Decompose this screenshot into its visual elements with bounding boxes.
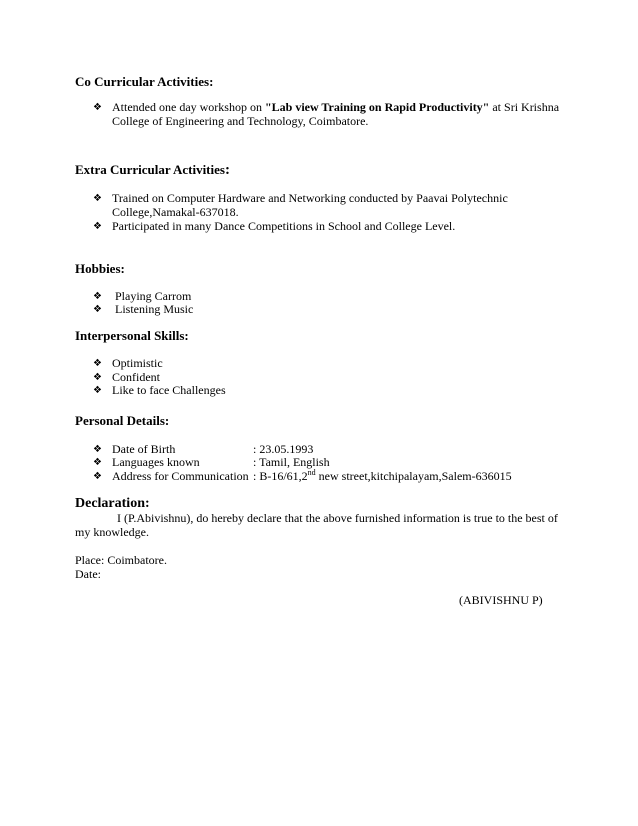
diamond-bullet-icon: ❖ <box>93 457 102 468</box>
diamond-bullet-icon: ❖ <box>93 291 102 302</box>
dance-text: Participated in many Dance Competitions in School and College Level. <box>112 219 456 233</box>
diamond-bullet-icon: ❖ <box>93 102 102 113</box>
diamond-bullet-icon: ❖ <box>93 444 102 455</box>
workshop-text: Attended one day workshop on "Lab view Training on Rapid Productivity" at Sri Krishna <box>112 100 560 114</box>
languages-label: Languages known <box>112 455 200 469</box>
diamond-bullet-icon: ❖ <box>93 304 102 315</box>
personal-details-heading: Personal Details: <box>75 413 170 428</box>
signature-name: (ABIVISHNU P) <box>459 593 543 607</box>
hobby-item: Listening Music <box>112 302 194 316</box>
address-label: Address for Communication <box>112 469 249 483</box>
interpersonal-heading: Interpersonal Skills: <box>75 328 189 343</box>
place-text: Place: Coimbatore. <box>75 553 167 567</box>
dob-label: Date of Birth <box>112 442 176 456</box>
declaration-heading: Declaration: <box>75 496 150 511</box>
diamond-bullet-icon: ❖ <box>93 193 102 204</box>
workshop-title: "Lab view Training on Rapid Productivity" <box>264 100 490 114</box>
declaration-line1: I (P.Abivishnu), do hereby declare that the above furnished information is true to the best of <box>117 511 558 525</box>
training-text: Trained on Computer Hardware and Networking conducted by Paavai Polytechnic <box>112 191 508 205</box>
declaration-line2: my knowledge. <box>75 525 149 539</box>
date-text: Date: <box>75 567 101 581</box>
skill-item: Like to face Challenges <box>112 383 226 397</box>
workshop-text-line2: College of Engineering and Technology, Coimbatore. <box>112 114 369 128</box>
diamond-bullet-icon: ❖ <box>93 358 102 369</box>
hobby-item: Playing Carrom <box>112 289 192 303</box>
skill-item: Optimistic <box>112 356 163 370</box>
extra-curricular-heading: Extra Curricular Activities: <box>75 162 230 178</box>
diamond-bullet-icon: ❖ <box>93 385 102 396</box>
co-curricular-heading: Co Curricular Activities: <box>75 74 214 89</box>
languages-value: : Tamil, English <box>253 455 330 469</box>
dob-value: : 23.05.1993 <box>253 442 314 456</box>
skill-item: Confident <box>112 370 160 384</box>
diamond-bullet-icon: ❖ <box>93 471 102 482</box>
diamond-bullet-icon: ❖ <box>93 221 102 232</box>
hobbies-heading: Hobbies: <box>75 261 125 276</box>
diamond-bullet-icon: ❖ <box>93 372 102 383</box>
training-text-line2: College,Namakal-637018. <box>112 205 239 219</box>
address-value: : B-16/61,2nd new street,kitchipalayam,Salem-636015 <box>253 468 512 483</box>
